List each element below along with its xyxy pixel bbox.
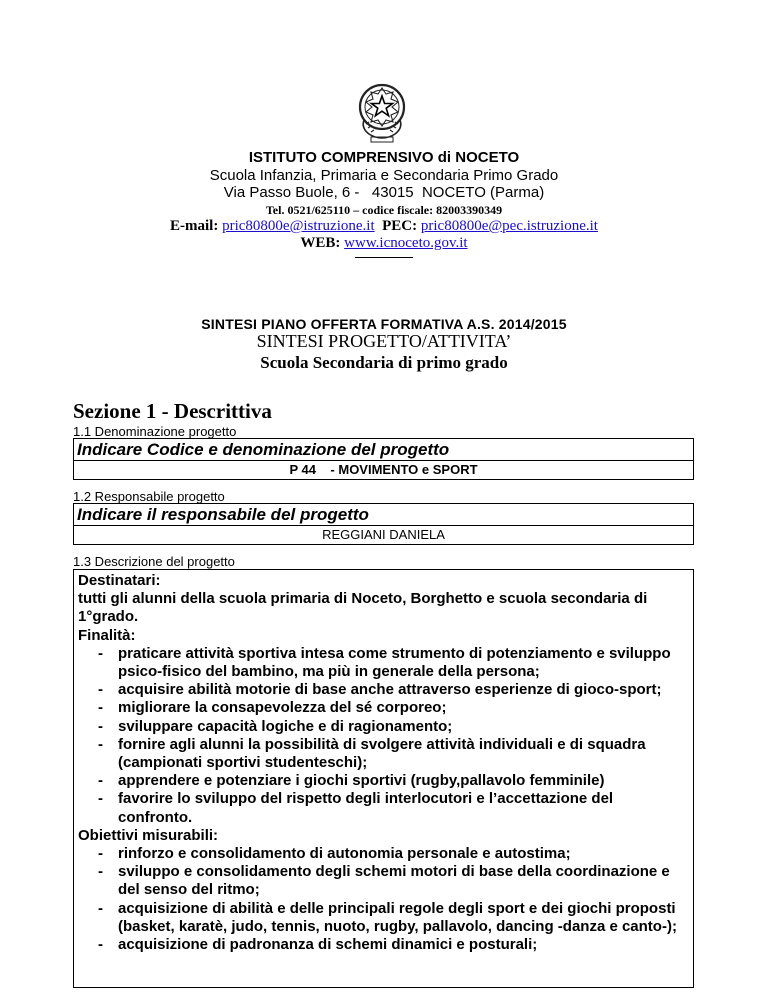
project-name-value: P 44 - MOVIMENTO e SPORT [289,462,478,477]
list-item: - apprendere e potenziare i giochi sportivi (rugby,pallavolo femminile) [78,772,689,790]
section-title: Sezione 1 - Descrittiva [73,399,272,423]
list-item: - sviluppare capacità logiche e di ragionamento; [78,718,689,736]
web-label: WEB: [300,235,341,251]
list-item: - sviluppo e consolidamento degli schemi motori di base della coordinazione e del senso del ritmo; [78,863,689,899]
list-item: - fornire agli alunni la possibilità di svolgere attività individuali e di squadra (campionati sportivi studenteschi); [78,736,689,772]
pec-label: PEC: [382,218,418,234]
project-manager-value: REGGIANI DANIELA [322,527,445,542]
list-item: - praticare attività sportiva intesa come strumento di potenziamento e sviluppo psico-fisico del bambino, ma più in generale della persona; [78,645,689,681]
phone-and-tax-code: Tel. 0521/625110 – codice fiscale: 82003390349 [265,203,503,217]
email-line [0,218,768,235]
pof-title: SINTESI PIANO OFFERTA FORMATIVA A.S. 2014/2015 [201,316,567,332]
school-level-title: Scuola Secondaria di primo grado [260,353,508,372]
project-description-box [73,569,694,988]
aims-list [78,645,689,827]
republic-emblem-icon [357,82,407,144]
list-item: - migliorare la consapevolezza del sé corporeo; [78,699,689,717]
pec-link[interactable]: pric80800e@pec.istruzione.it [420,218,598,234]
list-item: - rinforzo e consolidamento di autonomia personale e autostima; [78,845,689,863]
school-name: ISTITUTO COMPRENSIVO di NOCETO [248,149,520,166]
project-name-heading: Indicare Codice e denominazione del progetto [74,439,693,461]
web-link[interactable]: www.icnoceto.gov.it [344,235,468,251]
header-divider [355,257,413,258]
label-project-name: 1.1 Denominazione progetto [73,424,237,439]
objectives-label: Obiettivi misurabili: [78,826,219,844]
list-item: - acquisizione di abilità e delle principali regole degli sport e dei giochi proposti (basket, karatè, judo, tennis, nuoto, rugby, pallavolo, dancing -danza e canto-); [78,900,689,936]
list-item: - acquisizione di padronanza di schemi dinamici e posturali; [78,936,689,954]
aims-label: Finalità: [78,626,136,644]
recipients-label: Destinatari: [78,572,161,589]
project-manager-heading: Indicare il responsabile del progetto [74,504,693,526]
objectives-list [78,845,689,954]
web-line [0,235,768,252]
project-name-box [73,438,694,480]
email-link[interactable]: pric80800e@istruzione.it [222,218,375,234]
list-item: - favorire lo sviluppo del rispetto degli interlocutori e l’accettazione del confronto. [78,790,689,826]
email-label: E-mail: [170,218,219,234]
school-address: Via Passo Buole, 6 - 43015 NOCETO (Parma) [223,184,545,201]
label-project-description: 1.3 Descrizione del progetto [73,554,235,569]
project-manager-box [73,503,694,545]
list-item: - acquisire abilità motorie di base anche attraverso esperienze di gioco-sport; [78,681,689,699]
project-summary-title: SINTESI PROGETTO/ATTIVITA’ [256,331,512,351]
school-levels: Scuola Infanzia, Primaria e Secondaria Primo Grado [209,167,559,184]
label-project-manager: 1.2 Responsabile progetto [73,489,225,504]
recipients-text: tutti gli alunni della scuola primaria di Noceto, Borghetto e scuola secondaria di 1°grado. [78,590,648,626]
